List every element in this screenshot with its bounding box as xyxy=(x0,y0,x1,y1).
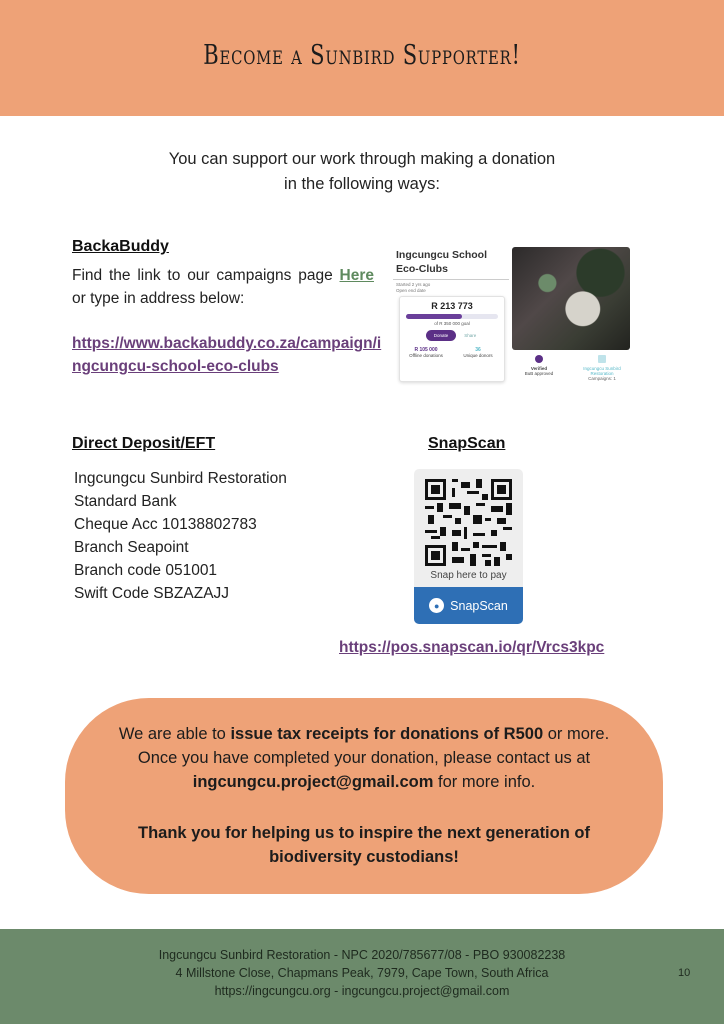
tax-bold-1: issue tax receipts for donations of R500 xyxy=(230,725,544,743)
snapscan-brand: SnapScan xyxy=(450,598,508,613)
backabuddy-text-before: Find the link to our campaigns page xyxy=(72,267,333,284)
building-icon xyxy=(598,355,606,363)
campaign-divider xyxy=(393,279,509,280)
eft-account-name: Ingcungcu Sunbird Restoration xyxy=(74,470,287,487)
footer-line-1: Ingcungcu Sunbird Restoration - NPC 2020/785677/08 - PBO 930082238 xyxy=(158,948,566,962)
campaign-started: Started 2 yrs ago xyxy=(396,282,431,287)
org-badge xyxy=(576,355,628,381)
campaign-title-line-2: Eco-Clubs xyxy=(396,263,448,275)
verified-sub: BuB approved xyxy=(524,371,554,376)
eft-heading: Direct Deposit/EFT xyxy=(72,435,216,452)
thanks-line-2: biodiversity custodians! xyxy=(269,848,459,866)
eft-branch: Branch Seapoint xyxy=(74,539,189,556)
campaign-open-end: Open end date xyxy=(396,288,426,293)
backabuddy-text xyxy=(72,264,374,310)
snapscan-caption: Snap here to pay xyxy=(430,570,507,581)
page-number: 10 xyxy=(678,967,691,979)
snapscan-heading: SnapScan xyxy=(428,435,506,452)
unique-donors-value: 36 xyxy=(475,347,481,353)
eft-branch-code: Branch code 051001 xyxy=(74,562,218,579)
share-button[interactable]: Share xyxy=(464,333,477,338)
verified-badge xyxy=(514,355,564,376)
intro-line-1: You can support our work through making a donation xyxy=(168,150,556,168)
thank-you-text xyxy=(65,821,663,869)
eft-details xyxy=(74,467,287,605)
footer-line-2: 4 Millstone Close, Chapmans Peak, 7979, Cape Town, South Africa xyxy=(175,966,549,980)
eft-swift-code: Swift Code SBZAZAJJ xyxy=(74,585,230,602)
campaign-card[interactable] xyxy=(393,248,509,382)
campaign-progress-bar xyxy=(406,314,498,319)
campaign-title-line-1: Ingcungcu School xyxy=(396,249,487,261)
snapscan-brand-band xyxy=(414,587,523,624)
page-title: Become a Sunbird Supporter! xyxy=(203,40,521,71)
org-sub: Campaigns: 1 xyxy=(588,376,616,381)
offline-donations-label: Offline donations xyxy=(409,353,443,358)
donate-button[interactable]: Donate xyxy=(426,330,457,341)
tax-receipt-panel xyxy=(65,698,663,894)
header-banner xyxy=(0,0,724,116)
footer xyxy=(0,929,724,1024)
tax-part-1: We are able to xyxy=(118,725,226,743)
org-label: Ingcungcu Sunbird Restoration xyxy=(583,366,621,376)
unique-donors-label: Unique donors xyxy=(463,353,493,358)
tax-part-3: for more info. xyxy=(438,773,536,791)
thanks-line-1: Thank you for helping us to inspire the next generation of xyxy=(138,824,590,842)
contact-email[interactable]: ingcungcu.project@gmail.com xyxy=(192,773,434,791)
campaign-photo xyxy=(512,247,630,350)
verified-label: Verified xyxy=(530,366,548,371)
backabuddy-here-link[interactable]: Here xyxy=(339,267,374,284)
offline-donations-value: R 105 000 xyxy=(414,347,438,353)
snapscan-logo-icon: ● xyxy=(429,598,444,613)
backabuddy-url-link[interactable]: https://www.backabuddy.co.za/campaign/ingcungcu-school-eco-clubs xyxy=(72,335,382,375)
tax-part-2: or more. xyxy=(547,725,610,743)
campaign-amount: R 213 773 xyxy=(431,301,473,311)
intro-line-2: in the following ways: xyxy=(284,175,440,193)
intro-text xyxy=(0,147,724,197)
qr-code-icon xyxy=(425,479,512,566)
footer-text xyxy=(0,946,724,1000)
campaign-goal: of R 350 000 goal xyxy=(434,321,470,326)
snapscan-qr-card[interactable] xyxy=(414,469,523,624)
snapscan-url-link[interactable]: https://pos.snapscan.io/qr/Vrcs3kpc xyxy=(339,639,605,656)
eft-bank: Standard Bank xyxy=(74,493,177,510)
footer-line-3: https://ingcungcu.org - ingcungcu.project@gmail.com xyxy=(214,984,510,998)
verified-icon xyxy=(535,355,543,363)
backabuddy-heading: BackaBuddy xyxy=(72,238,169,255)
campaign-progress-box xyxy=(399,296,505,382)
campaign-progress-fill xyxy=(406,314,462,319)
backabuddy-text-after: or type in address below: xyxy=(72,290,245,307)
unique-donors-stat xyxy=(452,347,504,358)
eft-account-number: Cheque Acc 10138802783 xyxy=(74,516,257,533)
tax-line-2: Once you have completed your donation, please contact us at xyxy=(137,749,591,767)
offline-donations-stat xyxy=(400,347,452,358)
tax-receipt-text xyxy=(65,722,663,794)
